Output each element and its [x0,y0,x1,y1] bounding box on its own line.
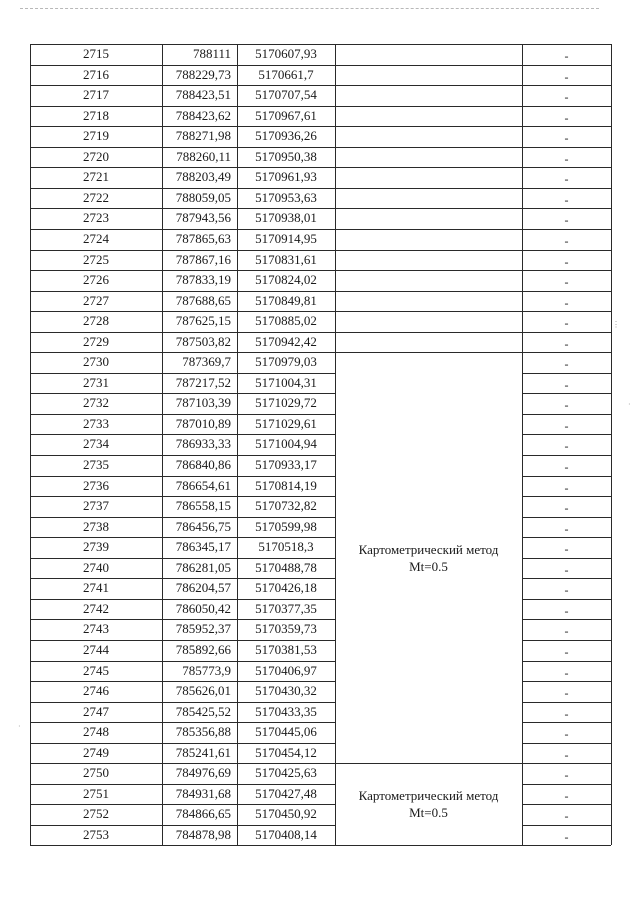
row-divider [30,373,335,374]
row-divider [522,476,611,477]
row-divider [30,208,611,209]
coord-x: 785356,88 [175,724,231,740]
coord-x: 788423,51 [175,87,231,103]
row-divider [30,496,335,497]
row-divider [30,414,335,415]
coord-x: 787867,16 [175,251,231,267]
point-number: 2716 [83,66,109,82]
point-number: 2751 [83,785,109,801]
table-row [30,825,611,846]
coord-x: 788260,11 [176,148,231,164]
accuracy-value: - [564,49,569,63]
row-divider [30,455,335,456]
point-number: 2728 [83,313,109,329]
accuracy-value: - [564,172,569,187]
table-row [30,784,611,805]
accuracy-value: - [564,747,569,762]
coord-x: 786933,33 [175,436,231,452]
coord-x: 787010,89 [175,415,231,431]
table-row [30,455,611,476]
row-divider [522,804,611,805]
point-number: 2729 [83,333,109,349]
table-row [30,681,611,702]
column-divider [611,44,612,845]
point-number: 2747 [83,703,109,719]
table-row [30,373,611,394]
accuracy-value: - [564,624,569,639]
coord-y: 5170936,26 [255,128,317,144]
point-number: 2727 [83,292,109,308]
accuracy-value: - [564,644,569,659]
table-row [30,147,611,168]
accuracy-value: - [564,542,569,557]
coord-x: 786840,86 [175,457,231,472]
point-number: 2722 [83,189,109,205]
coord-y: 5170430,32 [255,683,317,699]
point-number: 2717 [83,87,109,103]
accuracy-value: - [564,521,569,536]
coord-y: 5170445,06 [255,724,317,740]
row-divider [30,147,611,148]
row-divider [522,537,611,538]
column-divider [162,44,163,845]
row-divider [522,393,611,394]
row-divider [30,825,335,826]
coord-x: 785952,37 [175,621,231,637]
point-number: 2720 [83,148,109,164]
margin-speck: · [18,722,21,731]
point-number: 2721 [83,169,109,185]
coord-y: 5170408,14 [255,826,317,842]
accuracy-value: - [564,439,569,454]
coord-y: 5170942,42 [255,333,317,349]
coord-x: 786456,75 [175,518,231,534]
accuracy-value: - [564,603,569,618]
row-divider [30,167,611,168]
accuracy-value: - [564,768,569,783]
coordinates-table [30,44,611,860]
accuracy-value: - [564,829,569,844]
table-row [30,414,611,435]
point-number: 2740 [83,559,109,575]
coord-y: 5170732,82 [255,498,317,514]
accuracy-value: - [564,110,569,125]
row-divider [30,65,611,66]
coord-x: 784976,69 [175,765,231,781]
point-number: 2749 [83,744,109,760]
point-number: 2750 [83,765,109,781]
row-divider [30,681,335,682]
coord-y: 5170377,35 [255,600,317,616]
accuracy-value: - [564,583,569,598]
table-row [30,393,611,414]
accuracy-value: - [564,275,569,290]
row-divider [522,619,611,620]
accuracy-value: - [564,788,569,803]
table-row [30,352,611,373]
table-row [30,702,611,723]
coord-y: 5170950,38 [255,148,317,164]
accuracy-value: - [564,69,569,84]
point-number: 2718 [83,107,109,123]
row-divider [30,743,335,744]
row-divider [522,640,611,641]
row-divider [522,558,611,559]
row-divider [30,106,611,107]
table-row [30,763,611,784]
method-name: Картометрический метод [358,788,499,804]
row-divider [30,434,335,435]
accuracy-value: - [564,665,569,680]
accuracy-value: - [564,213,569,228]
accuracy-value: - [564,501,569,516]
table-row [30,229,611,250]
coord-x: 787103,39 [175,395,231,411]
coord-y: 5170979,03 [255,354,317,370]
row-divider [522,373,611,374]
accuracy-value: - [564,418,569,433]
margin-speck: ⋮ [612,320,620,329]
table-row [30,496,611,517]
row-divider [522,414,611,415]
coord-x: 787217,52 [175,374,231,390]
point-number: 2738 [83,518,109,534]
accuracy-value: - [564,90,569,105]
coord-y: 5170433,35 [255,703,317,719]
coord-y: 5170450,92 [255,806,317,822]
column-divider [30,44,31,845]
coord-x: 788111 [192,46,231,61]
accuracy-value: - [564,562,569,577]
coord-y: 5171029,61 [255,415,317,431]
coord-x: 786345,17 [175,539,231,555]
table-row [30,578,611,599]
coord-y: 5170849,81 [255,292,317,308]
table-row [30,640,611,661]
row-divider [30,702,335,703]
coord-y: 5170814,19 [255,477,317,493]
row-divider [30,763,611,764]
table-row [30,661,611,682]
coord-y: 5170953,63 [255,189,317,205]
point-number: 2744 [83,641,109,657]
coord-x: 788229,73 [175,66,231,82]
row-divider [30,250,611,251]
table-row [30,167,611,188]
point-number: 2733 [83,415,109,431]
point-number: 2741 [83,580,109,596]
coord-x: 787688,65 [175,292,231,308]
row-divider [522,743,611,744]
accuracy-value: - [564,151,569,166]
row-divider [30,311,611,312]
coord-x: 785626,01 [175,683,231,699]
point-number: 2732 [83,395,109,411]
accuracy-value: - [564,316,569,331]
method-accuracy: Mt=0.5 [409,558,448,574]
coord-y: 5171004,31 [255,374,317,390]
point-number: 2736 [83,477,109,493]
table-row [30,558,611,579]
row-divider [522,578,611,579]
table-row [30,188,611,209]
coord-x: 788203,49 [175,169,231,185]
table-row [30,517,611,538]
coord-x: 786204,57 [175,580,231,596]
accuracy-value: - [564,336,569,351]
coord-y: 5170707,54 [255,87,317,103]
coord-y: 5170427,48 [255,785,317,801]
table-row [30,619,611,640]
row-divider [522,599,611,600]
row-divider [30,188,611,189]
coord-y: 5170661,7 [258,66,314,82]
row-divider [30,44,611,45]
row-divider [30,661,335,662]
point-number: 2724 [83,230,109,246]
coord-x: 786050,42 [175,600,231,616]
row-divider [30,845,611,846]
table-row [30,743,611,764]
point-number: 2723 [83,210,109,226]
point-number: 2746 [83,683,109,699]
method-accuracy: Mt=0.5 [409,805,448,821]
row-divider [30,393,335,394]
row-divider [522,455,611,456]
coord-y: 5170518,3 [258,539,314,555]
page-top-rule [20,8,599,9]
point-number: 2752 [83,806,109,822]
row-divider [30,291,611,292]
point-number: 2745 [83,662,109,678]
row-divider [30,537,335,538]
coord-y: 5170607,93 [255,46,317,61]
accuracy-value: - [564,706,569,721]
row-divider [30,640,335,641]
table-row [30,270,611,291]
point-number: 2743 [83,621,109,637]
row-divider [522,434,611,435]
row-divider [30,332,611,333]
row-divider [522,496,611,497]
coord-y: 5170938,01 [255,210,317,226]
coord-x: 787369,7 [182,354,231,370]
coord-x: 785241,61 [175,744,231,760]
accuracy-value: - [564,460,569,474]
row-divider [30,229,611,230]
accuracy-value: - [564,377,569,392]
accuracy-value: - [564,357,569,372]
table-row [30,332,611,353]
coord-x: 787833,19 [175,272,231,288]
row-divider [30,270,611,271]
coord-y: 5170425,63 [255,765,317,781]
coord-y: 5170381,53 [255,641,317,657]
coord-x: 788423,62 [175,107,231,123]
row-divider [30,352,611,353]
coord-x: 787865,63 [175,230,231,246]
coord-y: 5170426,18 [255,580,317,596]
document-page [30,44,611,860]
point-number: 2719 [83,128,109,144]
coord-y: 5170824,02 [255,272,317,288]
coord-x: 784866,65 [175,806,231,822]
point-number: 2737 [83,498,109,514]
row-divider [30,126,611,127]
row-divider [30,784,335,785]
coord-y: 5170359,73 [255,621,317,637]
accuracy-value: - [564,480,569,495]
coord-x: 788059,05 [175,189,231,205]
row-divider [30,476,335,477]
accuracy-value: - [564,192,569,207]
row-divider [522,517,611,518]
point-number: 2731 [83,374,109,390]
column-divider [237,44,238,845]
coord-x: 786281,05 [175,559,231,575]
margin-speck: · [628,400,631,409]
table-row [30,434,611,455]
row-divider [522,661,611,662]
row-divider [30,599,335,600]
coord-x: 785773,9 [182,662,231,678]
table-row [30,65,611,86]
table-row [30,537,611,558]
row-divider [30,558,335,559]
point-number: 2739 [83,539,109,555]
coord-y: 5171004,94 [255,436,317,452]
row-divider [522,702,611,703]
table-row [30,250,611,271]
coord-y: 5170599,98 [255,518,317,534]
coord-y: 5170488,78 [255,559,317,575]
table-row [30,311,611,332]
column-divider [522,44,523,845]
method-cell [335,763,522,845]
coord-x: 787943,56 [175,210,231,226]
coord-y: 5170914,95 [255,230,317,246]
coord-y: 5170933,17 [255,457,317,472]
coord-y: 5170885,02 [255,313,317,329]
coord-y: 5170454,12 [255,744,317,760]
table-row [30,85,611,106]
coord-x: 784878,98 [175,826,231,842]
accuracy-value: - [564,233,569,248]
table-row [30,126,611,147]
point-number: 2726 [83,272,109,288]
accuracy-value: - [564,686,569,701]
row-divider [522,681,611,682]
row-divider [30,804,335,805]
row-divider [30,85,611,86]
table-row [30,599,611,620]
coord-x: 787503,82 [175,333,231,349]
coord-x: 785425,52 [175,703,231,719]
table-row [30,208,611,229]
row-divider [30,619,335,620]
row-divider [30,578,335,579]
point-number: 2735 [83,457,109,472]
point-number: 2748 [83,724,109,740]
point-number: 2715 [83,46,109,61]
accuracy-value: - [564,727,569,742]
coord-y: 5170831,61 [255,251,317,267]
row-divider [522,722,611,723]
table-row [30,722,611,743]
coord-y: 5171029,72 [255,395,317,411]
accuracy-value: - [564,254,569,269]
row-divider [30,517,335,518]
point-number: 2730 [83,354,109,370]
row-divider [30,722,335,723]
coord-x: 785892,66 [175,641,231,657]
point-number: 2725 [83,251,109,267]
accuracy-value: - [564,398,569,413]
point-number: 2742 [83,600,109,616]
coord-y: 5170406,97 [255,662,317,678]
table-row [30,106,611,127]
table-row [30,804,611,825]
accuracy-value: - [564,295,569,310]
accuracy-value: - [564,131,569,146]
method-cell [335,352,522,763]
coord-x: 787625,15 [175,313,231,329]
method-name: Картометрический метод [358,541,499,557]
row-divider [522,825,611,826]
point-number: 2734 [83,436,109,452]
table-row [30,44,611,65]
accuracy-value: - [564,809,569,824]
coord-y: 5170967,61 [255,107,317,123]
coord-y: 5170961,93 [255,169,317,185]
point-number: 2753 [83,826,109,842]
table-row [30,291,611,312]
table-row [30,476,611,497]
coord-x: 784931,68 [175,785,231,801]
coord-x: 786654,61 [175,477,231,493]
coord-x: 786558,15 [175,498,231,514]
row-divider [522,784,611,785]
coord-x: 788271,98 [175,128,231,144]
